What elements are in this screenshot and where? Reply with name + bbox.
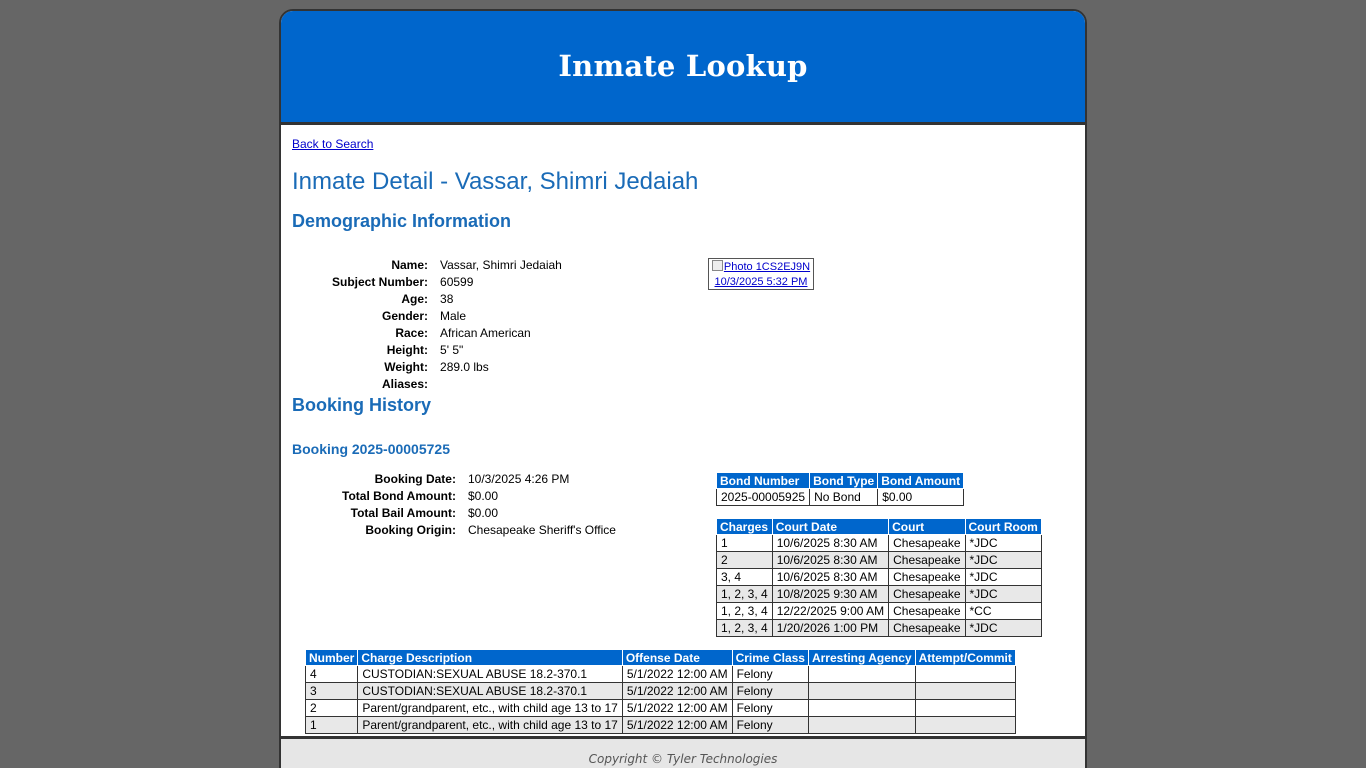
field-label: Aliases: (381, 376, 429, 391)
charge-column-header: Number (306, 650, 358, 666)
demographic-row (332, 307, 562, 324)
charge-cell: 5/1/2022 12:00 AM (622, 683, 732, 700)
field-label: Total Bond Amount: (342, 488, 456, 503)
site-header (281, 11, 1085, 125)
table-row (717, 569, 1042, 586)
photo-alt-text: Photo 1CS2EJ9N (723, 261, 811, 273)
field-value: $0.00 (467, 488, 499, 503)
court-cell: 10/6/2025 8:30 AM (772, 552, 888, 569)
field-label: Weight: (384, 359, 429, 374)
field-label: Total Bail Amount: (350, 505, 456, 520)
charge-cell: 5/1/2022 12:00 AM (622, 700, 732, 717)
bond-cell: No Bond (810, 489, 878, 506)
booking-row (342, 521, 616, 538)
charge-column-header: Attempt/Commit (915, 650, 1015, 666)
charge-cell: 1 (306, 717, 358, 734)
table-row (717, 489, 964, 506)
field-label: Height: (386, 342, 429, 357)
demographic-row (332, 341, 562, 358)
table-row (717, 586, 1042, 603)
court-cell: 3, 4 (717, 569, 773, 586)
site-footer (281, 736, 1085, 768)
charge-cell (915, 683, 1015, 700)
court-cell: 1, 2, 3, 4 (717, 603, 773, 620)
charge-cell: 5/1/2022 12:00 AM (622, 666, 732, 683)
court-cell: 1 (717, 535, 773, 552)
court-cell: *CC (965, 603, 1041, 620)
demographic-row (332, 273, 562, 290)
charge-cell: Felony (732, 683, 808, 700)
court-table (716, 518, 1042, 637)
charge-cell (915, 666, 1015, 683)
photo-date-link[interactable]: 10/3/2025 5:32 PM (714, 276, 808, 288)
demographic-row (332, 324, 562, 341)
bond-column-header: Bond Number (717, 473, 810, 489)
bond-column-header: Bond Type (810, 473, 878, 489)
table-row (306, 717, 1016, 734)
charge-cell (808, 666, 915, 683)
charge-cell: 5/1/2022 12:00 AM (622, 717, 732, 734)
charge-cell (915, 700, 1015, 717)
charge-cell (808, 700, 915, 717)
court-column-header: Court Date (772, 519, 888, 535)
page-title: Inmate Detail - Vassar, Shimri Jedaiah (292, 168, 699, 195)
charge-cell: Felony (732, 666, 808, 683)
court-cell: *JDC (965, 535, 1041, 552)
field-value: 289.0 lbs (440, 359, 489, 374)
bond-cell: $0.00 (878, 489, 964, 506)
court-cell: 12/22/2025 9:00 AM (772, 603, 888, 620)
charge-cell: 3 (306, 683, 358, 700)
field-value: 38 (440, 291, 454, 306)
charge-cell: Parent/grandparent, etc., with child age 13 to 17 (358, 700, 623, 717)
charge-cell: Felony (732, 717, 808, 734)
court-header-row (717, 519, 1042, 535)
bond-cell: 2025-00005925 (717, 489, 810, 506)
court-cell: Chesapeake (889, 586, 965, 603)
demographic-table (332, 256, 562, 392)
charge-cell: 4 (306, 666, 358, 683)
page-container (279, 9, 1087, 768)
booking-info-table (342, 470, 616, 538)
field-label: Gender: (382, 308, 429, 323)
charge-table (305, 649, 1016, 734)
court-cell: *JDC (965, 586, 1041, 603)
charge-cell (808, 683, 915, 700)
court-cell: 1/20/2026 1:00 PM (772, 620, 888, 637)
field-value: Chesapeake Sheriff's Office (467, 522, 616, 537)
charge-column-header: Arresting Agency (808, 650, 915, 666)
booking-history-title: Booking History (292, 395, 432, 415)
table-row (717, 620, 1042, 637)
court-cell: Chesapeake (889, 552, 965, 569)
table-row (717, 535, 1042, 552)
charge-column-header: Offense Date (622, 650, 732, 666)
court-column-header: Court (889, 519, 965, 535)
site-title: Inmate Lookup (558, 49, 808, 83)
court-cell: 1, 2, 3, 4 (717, 620, 773, 637)
field-label: Subject Number: (332, 274, 429, 289)
table-row (717, 603, 1042, 620)
court-cell: Chesapeake (889, 535, 965, 552)
field-label: Name: (391, 257, 429, 272)
charge-header-row (306, 650, 1016, 666)
charge-cell: CUSTODIAN:SEXUAL ABUSE 18.2-370.1 (358, 683, 623, 700)
booking-row (342, 487, 616, 504)
bond-table (716, 472, 964, 506)
court-cell: 10/6/2025 8:30 AM (772, 535, 888, 552)
court-column-header: Court Room (965, 519, 1041, 535)
court-cell: *JDC (965, 620, 1041, 637)
charge-cell (808, 717, 915, 734)
charge-column-header: Crime Class (732, 650, 808, 666)
back-to-search-link[interactable]: Back to Search (292, 137, 374, 151)
broken-image-icon (712, 260, 723, 271)
field-value: Vassar, Shimri Jedaiah (440, 257, 562, 272)
court-cell: 10/6/2025 8:30 AM (772, 569, 888, 586)
court-cell: 2 (717, 552, 773, 569)
demographic-row (332, 290, 562, 307)
table-row (306, 683, 1016, 700)
bond-column-header: Bond Amount (878, 473, 964, 489)
field-value: African American (440, 325, 531, 340)
bond-header-row (717, 473, 964, 489)
demographic-row (332, 358, 562, 375)
court-cell: Chesapeake (889, 620, 965, 637)
field-value: 10/3/2025 4:26 PM (467, 471, 570, 486)
field-label: Age: (401, 291, 429, 306)
booking-row (342, 504, 616, 521)
booking-title: Booking 2025-00005725 (292, 441, 450, 457)
charge-cell: Parent/grandparent, etc., with child age 13 to 17 (358, 717, 623, 734)
demographic-row (332, 256, 562, 273)
court-cell: Chesapeake (889, 603, 965, 620)
field-label: Booking Date: (374, 471, 456, 486)
field-value: 60599 (440, 274, 474, 289)
court-cell: *JDC (965, 552, 1041, 569)
table-row (306, 666, 1016, 683)
booking-row (342, 470, 616, 487)
court-cell: *JDC (965, 569, 1041, 586)
charge-cell: 2 (306, 700, 358, 717)
field-value: $0.00 (467, 505, 499, 520)
photo-box (708, 258, 814, 290)
charge-cell: CUSTODIAN:SEXUAL ABUSE 18.2-370.1 (358, 666, 623, 683)
demographic-row (332, 375, 562, 392)
copyright-text: Copyright © Tyler Technologies (588, 752, 778, 766)
field-label: Booking Origin: (365, 522, 456, 537)
field-value (428, 375, 562, 392)
court-column-header: Charges (717, 519, 773, 535)
court-cell: 1, 2, 3, 4 (717, 586, 773, 603)
field-value: 5' 5" (440, 342, 464, 357)
charge-cell: Felony (732, 700, 808, 717)
field-value: Male (440, 308, 467, 323)
court-cell: 10/8/2025 9:30 AM (772, 586, 888, 603)
charge-cell (915, 717, 1015, 734)
charge-column-header: Charge Description (358, 650, 623, 666)
demographic-section-title: Demographic Information (292, 211, 512, 231)
table-row (717, 552, 1042, 569)
photo-link[interactable] (709, 260, 813, 275)
field-label: Race: (395, 325, 429, 340)
court-cell: Chesapeake (889, 569, 965, 586)
table-row (306, 700, 1016, 717)
